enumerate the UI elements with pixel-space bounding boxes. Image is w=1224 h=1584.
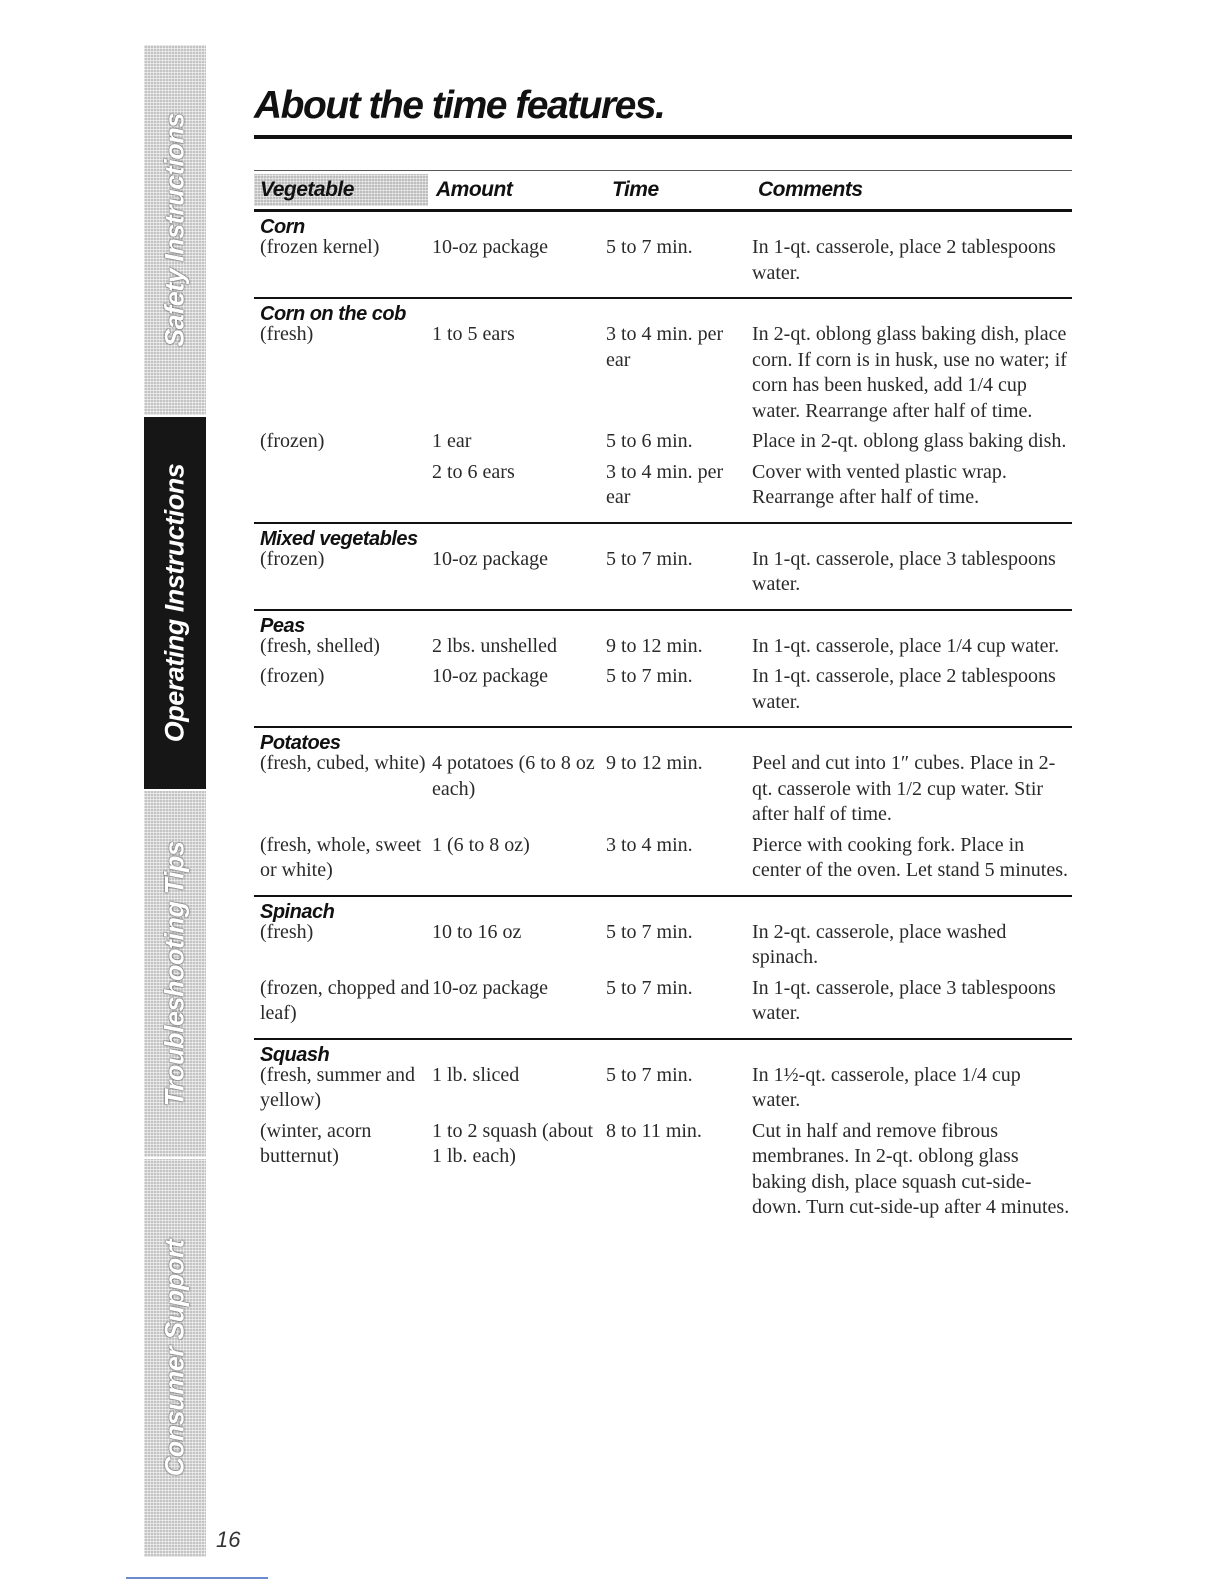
section-corn-on-the-cob	[254, 301, 1072, 524]
cell-comments: In 1-qt. casserole, place 1/4 cup water.	[752, 634, 1060, 657]
cell-comments: In 1-qt. casserole, place 2 tablespoons water.	[752, 665, 1056, 713]
cell-vegetable: (fresh)	[260, 323, 314, 345]
cell-time: 5 to 7 min.	[606, 236, 693, 258]
cell-amount: 1 lb. sliced	[432, 1063, 520, 1086]
header-vegetable: Vegetable	[254, 174, 428, 206]
section-tabs	[144, 45, 206, 1557]
cell-time: 5 to 7 min.	[606, 1063, 693, 1086]
cell-vegetable: (fresh, shelled)	[260, 634, 380, 657]
cell-amount: 10-oz package	[432, 547, 549, 570]
table-row	[254, 1119, 1072, 1221]
cell-time: 3 to 4 min.	[606, 833, 693, 856]
cell-time: 9 to 12 min.	[606, 752, 703, 774]
cell-amount: 2 to 6 ears	[432, 460, 515, 483]
table-row	[254, 235, 1072, 286]
cell-vegetable: (frozen kernel)	[260, 236, 380, 258]
cell-time: 5 to 7 min.	[606, 547, 693, 570]
page-link-underline	[126, 1577, 268, 1579]
table-row	[254, 664, 1072, 715]
cell-amount: 10-oz package	[432, 976, 549, 999]
cell-comments: Peel and cut into 1″ cubes. Place in 2-qt. casserole with 1/2 cup water. Stir after half of time.	[752, 752, 1056, 825]
cell-time: 5 to 7 min.	[606, 665, 693, 687]
cell-vegetable: (frozen)	[260, 547, 325, 570]
cell-time: 5 to 7 min.	[606, 976, 693, 999]
table-row	[254, 920, 1072, 971]
cell-amount: 1 to 5 ears	[432, 323, 515, 345]
section-title: Corn	[260, 216, 305, 238]
cell-vegetable: (winter, acorn butternut)	[260, 1119, 372, 1167]
table-row	[254, 751, 1072, 828]
cell-comments: Place in 2-qt. oblong glass baking dish.	[752, 430, 1067, 452]
cell-amount: 1 (6 to 8 oz)	[432, 833, 530, 856]
table-row	[254, 322, 1072, 424]
cell-comments: Pierce with cooking fork. Place in center of the oven. Let stand 5 minutes.	[752, 833, 1069, 881]
cell-comments: In 1-qt. casserole, place 2 tablespoons water.	[752, 236, 1056, 284]
table-row	[254, 460, 1072, 511]
section-peas	[254, 613, 1072, 729]
section-title: Corn on the cob	[260, 303, 406, 325]
cell-comments: In 2-qt. oblong glass baking dish, place corn. If corn is in husk, use no water; if corn has been husked, add 1/4 cup water. Rearrange after half of time.	[752, 323, 1067, 422]
header-time: Time	[612, 178, 659, 201]
section-title: Mixed vegetables	[260, 527, 418, 550]
cell-vegetable: (fresh, whole, sweet or white)	[260, 833, 422, 881]
header-comments: Comments	[758, 178, 863, 201]
cell-amount: 1 ear	[432, 430, 472, 452]
table-header	[254, 171, 1072, 212]
tab-consumer-support[interactable]	[144, 1159, 206, 1559]
cell-amount: 1 to 2 squash (about 1 lb. each)	[432, 1119, 594, 1167]
section-squash	[254, 1042, 1072, 1232]
section-potatoes	[254, 730, 1072, 897]
cell-comments: In 1-qt. casserole, place 3 tablespoons water.	[752, 547, 1056, 595]
section-title: Peas	[260, 614, 305, 637]
cell-vegetable: (frozen, chopped and leaf)	[260, 976, 430, 1024]
section-corn	[254, 214, 1072, 299]
cell-vegetable: (frozen)	[260, 430, 325, 452]
cell-time: 5 to 7 min.	[606, 920, 693, 943]
cell-amount: 10-oz package	[432, 236, 549, 258]
cell-vegetable	[254, 460, 432, 511]
header-amount: Amount	[436, 178, 513, 201]
cell-comments: In 1-qt. casserole, place 3 tablespoons water.	[752, 976, 1056, 1024]
cell-amount: 10 to 16 oz	[432, 920, 522, 943]
tab-operating-instructions[interactable]	[144, 417, 206, 791]
table-row	[254, 976, 1072, 1027]
tab-label: Troubleshooting Tips	[159, 841, 190, 1107]
tab-troubleshooting-tips[interactable]	[144, 791, 206, 1159]
cell-time: 3 to 4 min. per ear	[606, 460, 724, 508]
cell-comments: Cut in half and remove fibrous membranes. In 2-qt. oblong glass baking dish, place squash cut-side-down. Turn cut-side-up after 4 minutes.	[752, 1119, 1070, 1218]
cell-vegetable: (fresh, summer and yellow)	[260, 1063, 415, 1111]
cell-vegetable: (frozen)	[260, 665, 325, 687]
cell-vegetable: (fresh)	[260, 920, 314, 943]
cell-time: 9 to 12 min.	[606, 634, 703, 657]
cell-comments: In 2-qt. casserole, place washed spinach.	[752, 920, 1007, 968]
cell-vegetable: (fresh, cubed, white)	[260, 752, 426, 774]
table-row	[254, 547, 1072, 598]
cell-comments: Cover with vented plastic wrap. Rearrange after half of time.	[752, 460, 1007, 508]
section-spinach	[254, 899, 1072, 1040]
cell-amount: 4 potatoes (6 to 8 oz each)	[432, 752, 595, 800]
section-title: Squash	[260, 1043, 330, 1066]
tab-label: Safety Instructions	[159, 113, 190, 347]
table-row	[254, 1063, 1072, 1114]
tab-safety-instructions[interactable]	[144, 45, 206, 417]
cell-amount: 2 lbs. unshelled	[432, 634, 557, 657]
section-title: Spinach	[260, 900, 335, 923]
cell-amount: 10-oz package	[432, 665, 549, 687]
table-row	[254, 429, 1072, 455]
cell-time: 8 to 11 min.	[606, 1119, 702, 1142]
page-number: 16	[216, 1527, 241, 1552]
title-rule	[254, 135, 1072, 139]
table-row	[254, 634, 1072, 660]
section-mixed-vegetables	[254, 526, 1072, 611]
table-row	[254, 833, 1072, 884]
cell-time: 3 to 4 min. per ear	[606, 323, 724, 371]
vegetable-cooking-table	[254, 170, 1072, 1232]
cell-time: 5 to 6 min.	[606, 430, 693, 452]
cell-comments: In 1½-qt. casserole, place 1/4 cup water.	[752, 1063, 1021, 1111]
section-title: Potatoes	[260, 732, 341, 754]
page-title: About the time features.	[254, 84, 665, 127]
tab-label: Operating Instructions	[159, 463, 190, 743]
tab-label: Consumer Support	[159, 1239, 190, 1477]
